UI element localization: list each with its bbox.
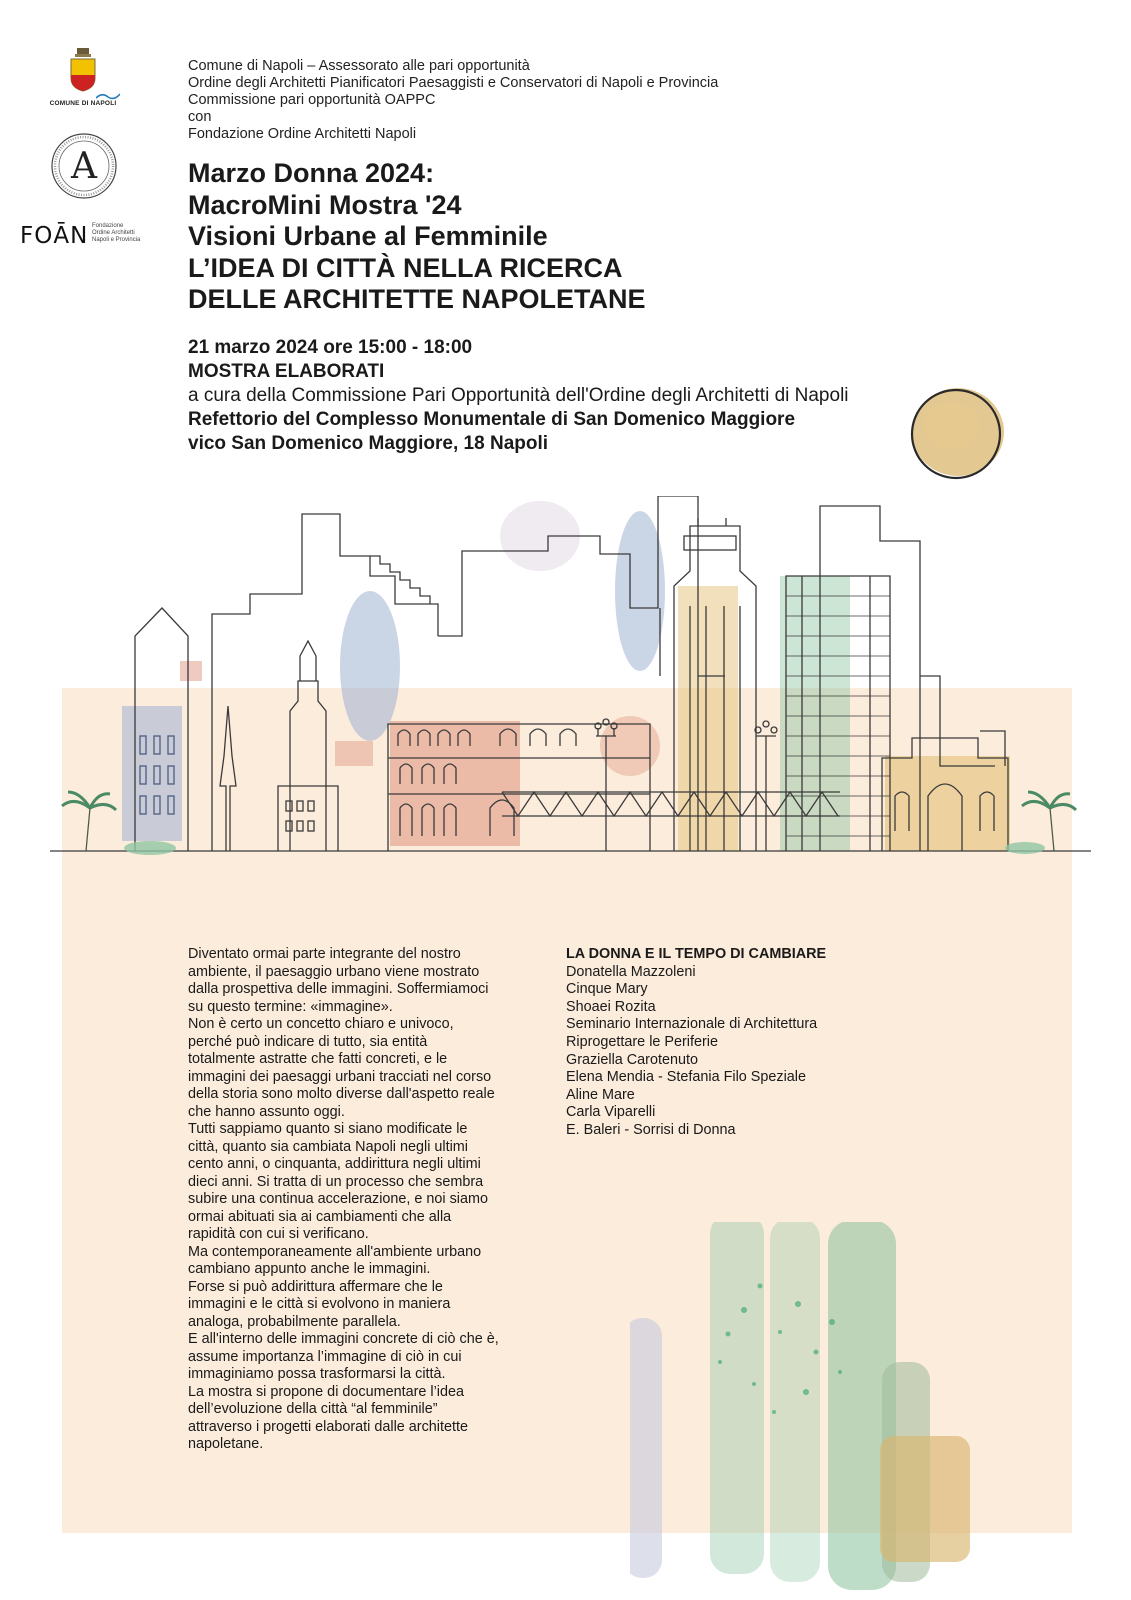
title-line: L’IDEA DI CITTÀ NELLA RICERCA (188, 252, 623, 283)
participants-list (566, 946, 906, 1140)
description-line: ambiente, il paesaggio urbano viene mostrato (188, 963, 480, 980)
organizer-line: Ordine degli Architetti Pianificatori Paesaggisti e Conservatori di Napoli e Provincia (188, 75, 719, 91)
wash-blue (340, 591, 400, 741)
description-line: napoletane. (188, 1436, 264, 1452)
wash-red (600, 716, 660, 776)
description-line: dalla prospettiva delle immagini. Soffermiamoci (188, 981, 489, 997)
wash-yellow (678, 586, 738, 851)
description-line: immagini e le città si evolvono in maniera (188, 1296, 451, 1312)
participant-item: Aline Mare (566, 1086, 635, 1103)
description-line: analoga, probabilmente parallela. (188, 1313, 401, 1330)
organizer-line: Comune di Napoli – Assessorato alle pari opportunità (188, 58, 530, 74)
participant-item: Riprogettare le Periferie (566, 1033, 718, 1050)
description-line: su questo termine: «immagine». (188, 998, 393, 1015)
event-venue: Refettorio del Complesso Monumentale di San Domenico Maggiore (188, 409, 796, 430)
organizer-line: Fondazione Ordine Architetti Napoli (188, 126, 417, 142)
description-line: dieci anni. Si tratta di un processo che sembra (188, 1173, 484, 1190)
foan-sub-line: Ordine Architetti (92, 230, 135, 236)
foan-logo (20, 221, 152, 251)
foan-subtitle (92, 223, 152, 249)
description-line: cento anni, o cinquanta, addirittura negli ultimi (188, 1156, 481, 1172)
foan-sub-line: Fondazione (92, 223, 124, 229)
sun-illustration-icon (908, 386, 1018, 486)
event-title (188, 158, 828, 316)
description-line: che hanno assunto oggi. (188, 1103, 345, 1120)
watercolor-brush-decoration (630, 1222, 1050, 1592)
wave-icon (96, 92, 120, 100)
event-details (188, 336, 948, 456)
description-line: ormai abituati sia ai cambiamenti che alla (188, 1208, 452, 1225)
title-line: Marzo Donna 2024: (188, 158, 435, 188)
wash-red (180, 661, 202, 681)
description-line: rapidità con cui si verificano. (188, 1226, 369, 1242)
description-line: attraverso i progetti elaborati dalle architette (188, 1418, 468, 1435)
description-line: Diventato ormai parte integrante del nostro (188, 946, 461, 962)
skyline-illustration (50, 496, 1091, 901)
description-line: città, quanto sia cambiata Napoli negli ultimi (188, 1138, 468, 1155)
description-line: assume importanza l’immagine di ciò in cui (188, 1348, 462, 1365)
ordine-architetti-logo (50, 132, 118, 200)
napoli-logo-caption: COMUNE DI NAPOLI (49, 100, 117, 107)
comune-napoli-logo (44, 48, 122, 118)
participant-item: Seminario Internazionale di Architettura (566, 1016, 818, 1033)
event-curator: a cura della Commissione Pari Opportunità dell'Ordine degli Architetti di Napoli (188, 385, 849, 406)
description-line: Ma contemporaneamente all'ambiente urbano (188, 1243, 482, 1260)
event-address: vico San Domenico Maggiore, 18 Napoli (188, 433, 549, 454)
foan-sub-line: Napoli e Provincia (92, 237, 141, 243)
participant-item: Graziella Carotenuto (566, 1051, 698, 1068)
description-line: dell’evoluzione della città “al femminile” (188, 1401, 438, 1417)
description-line: subire una continua accelerazione, e noi siamo (188, 1191, 488, 1207)
description-line: E all'interno delle immagini concrete di ciò che è, (188, 1331, 499, 1347)
description-line: immaginiamo possa trasformarsi la città. (188, 1366, 446, 1382)
title-line: Visioni Urbane al Femminile (188, 221, 548, 251)
ordine-letter: A (71, 146, 97, 187)
title-line: MacroMini Mostra '24 (188, 189, 462, 220)
foan-wordmark: FOĀN (20, 223, 89, 249)
wash-yellow (885, 756, 1010, 851)
participant-item: Carla Viparelli (566, 1104, 656, 1121)
participant-item: E. Baleri - Sorrisi di Donna (566, 1121, 736, 1138)
event-date: 21 marzo 2024 ore 15:00 - 18:00 (188, 337, 473, 358)
wash-green (780, 576, 850, 851)
list-title: LA DONNA E IL TEMPO DI CAMBIARE (566, 946, 827, 962)
description-line: totalmente astratte che fatti concreti, e le (188, 1051, 448, 1067)
title-line: DELLE ARCHITETTE NAPOLETANE (188, 284, 646, 314)
description-line: della storia sono molto diverse dall'aspetto reale (188, 1086, 495, 1102)
description-line: cambiano appunto anche le immagini. (188, 1261, 431, 1277)
description-line: perché può indicare di tutto, sia entità (188, 1033, 428, 1050)
description-line: Non è certo un concetto chiaro e univoco, (188, 1016, 454, 1032)
napoli-coat-of-arms-icon (68, 48, 98, 92)
exhibition-description (188, 946, 568, 1454)
description-line: La mostra si propone di documentare l’idea (188, 1383, 464, 1400)
participant-item: Donatella Mazzoleni (566, 963, 696, 980)
organizer-line: Commissione pari opportunità OAPPC (188, 92, 436, 108)
participant-item: Cinque Mary (566, 981, 648, 998)
description-line: Forse si può addirittura affermare che le (188, 1278, 443, 1295)
description-line: immagini dei paesaggi urbani tracciati nel corso (188, 1068, 492, 1085)
event-type: MOSTRA ELABORATI (188, 361, 385, 382)
wash-blue (122, 706, 182, 841)
organizers-header (188, 58, 808, 143)
wash-red (335, 741, 373, 766)
participant-item: Elena Mendia - Stefania Filo Speziale (566, 1069, 806, 1086)
participant-item: Shoaei Rozita (566, 998, 656, 1015)
description-line: Tutti sappiamo quanto si siano modificate le (188, 1121, 468, 1137)
organizer-line: con (188, 109, 212, 125)
